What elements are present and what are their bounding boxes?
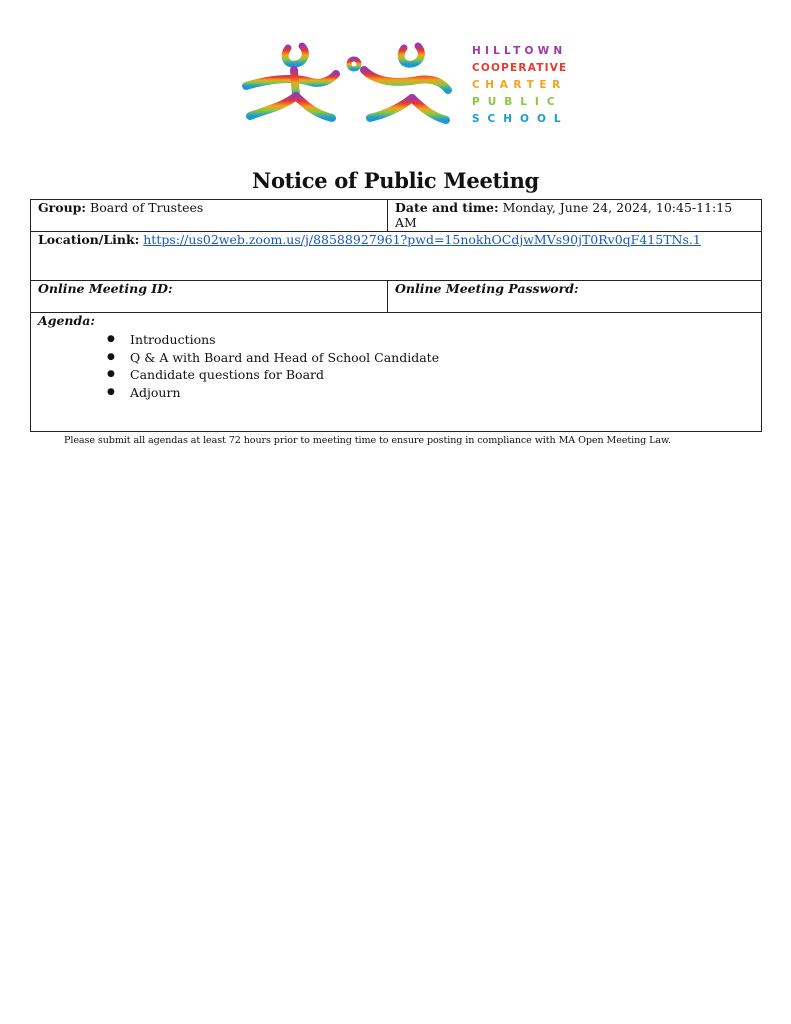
agenda-label: Agenda: <box>38 313 95 328</box>
logo-text-line-4: PUBLIC <box>472 96 563 108</box>
meeting-id-label: Online Meeting ID: <box>38 281 173 296</box>
location-label: Location/Link: <box>38 232 140 247</box>
agenda-list <box>38 331 754 401</box>
agenda-item: ● Candidate questions for Board <box>130 366 754 384</box>
datetime-label: Date and time: <box>395 200 499 215</box>
agenda-item: ● Adjourn <box>130 384 754 402</box>
meeting-info-table <box>30 199 762 432</box>
footer-note: Please submit all agendas at least 72 hours prior to meeting time to ensure posting in compliance with MA Open Meeting Law. <box>64 435 671 446</box>
logo-text-line-5: SCHOOL <box>472 113 569 125</box>
logo-text-line-1: HILLTOWN <box>472 45 567 57</box>
location-cell <box>31 232 762 281</box>
group-value: Board of Trustees <box>90 200 204 215</box>
agenda-cell <box>31 313 762 432</box>
dancing-figures-logo-icon <box>236 40 571 128</box>
logo-text-line-3: CHARTER <box>472 79 566 91</box>
group-label: Group: <box>38 200 87 215</box>
meeting-password-cell <box>388 281 762 313</box>
agenda-item: ● Introductions <box>130 331 754 349</box>
meeting-password-label: Online Meeting Password: <box>395 281 579 296</box>
logo-text-line-2: COOPERATIVE <box>472 62 568 74</box>
agenda-item: ● Q & A with Board and Head of School Candidate <box>130 349 754 367</box>
datetime-cell <box>388 200 762 232</box>
zoom-meeting-link[interactable]: https://us02web.zoom.us/j/88588927961?pwd=15nokhOCdjwMVs90jT0Rv0qF415TNs.1 <box>143 232 701 247</box>
page-title: Notice of Public Meeting <box>252 168 539 193</box>
school-logo <box>236 40 571 128</box>
meeting-id-cell <box>31 281 388 313</box>
group-cell <box>31 200 388 232</box>
datetime-value: Monday, June 24, 2024, 10:45-11:15 AM <box>395 200 733 230</box>
